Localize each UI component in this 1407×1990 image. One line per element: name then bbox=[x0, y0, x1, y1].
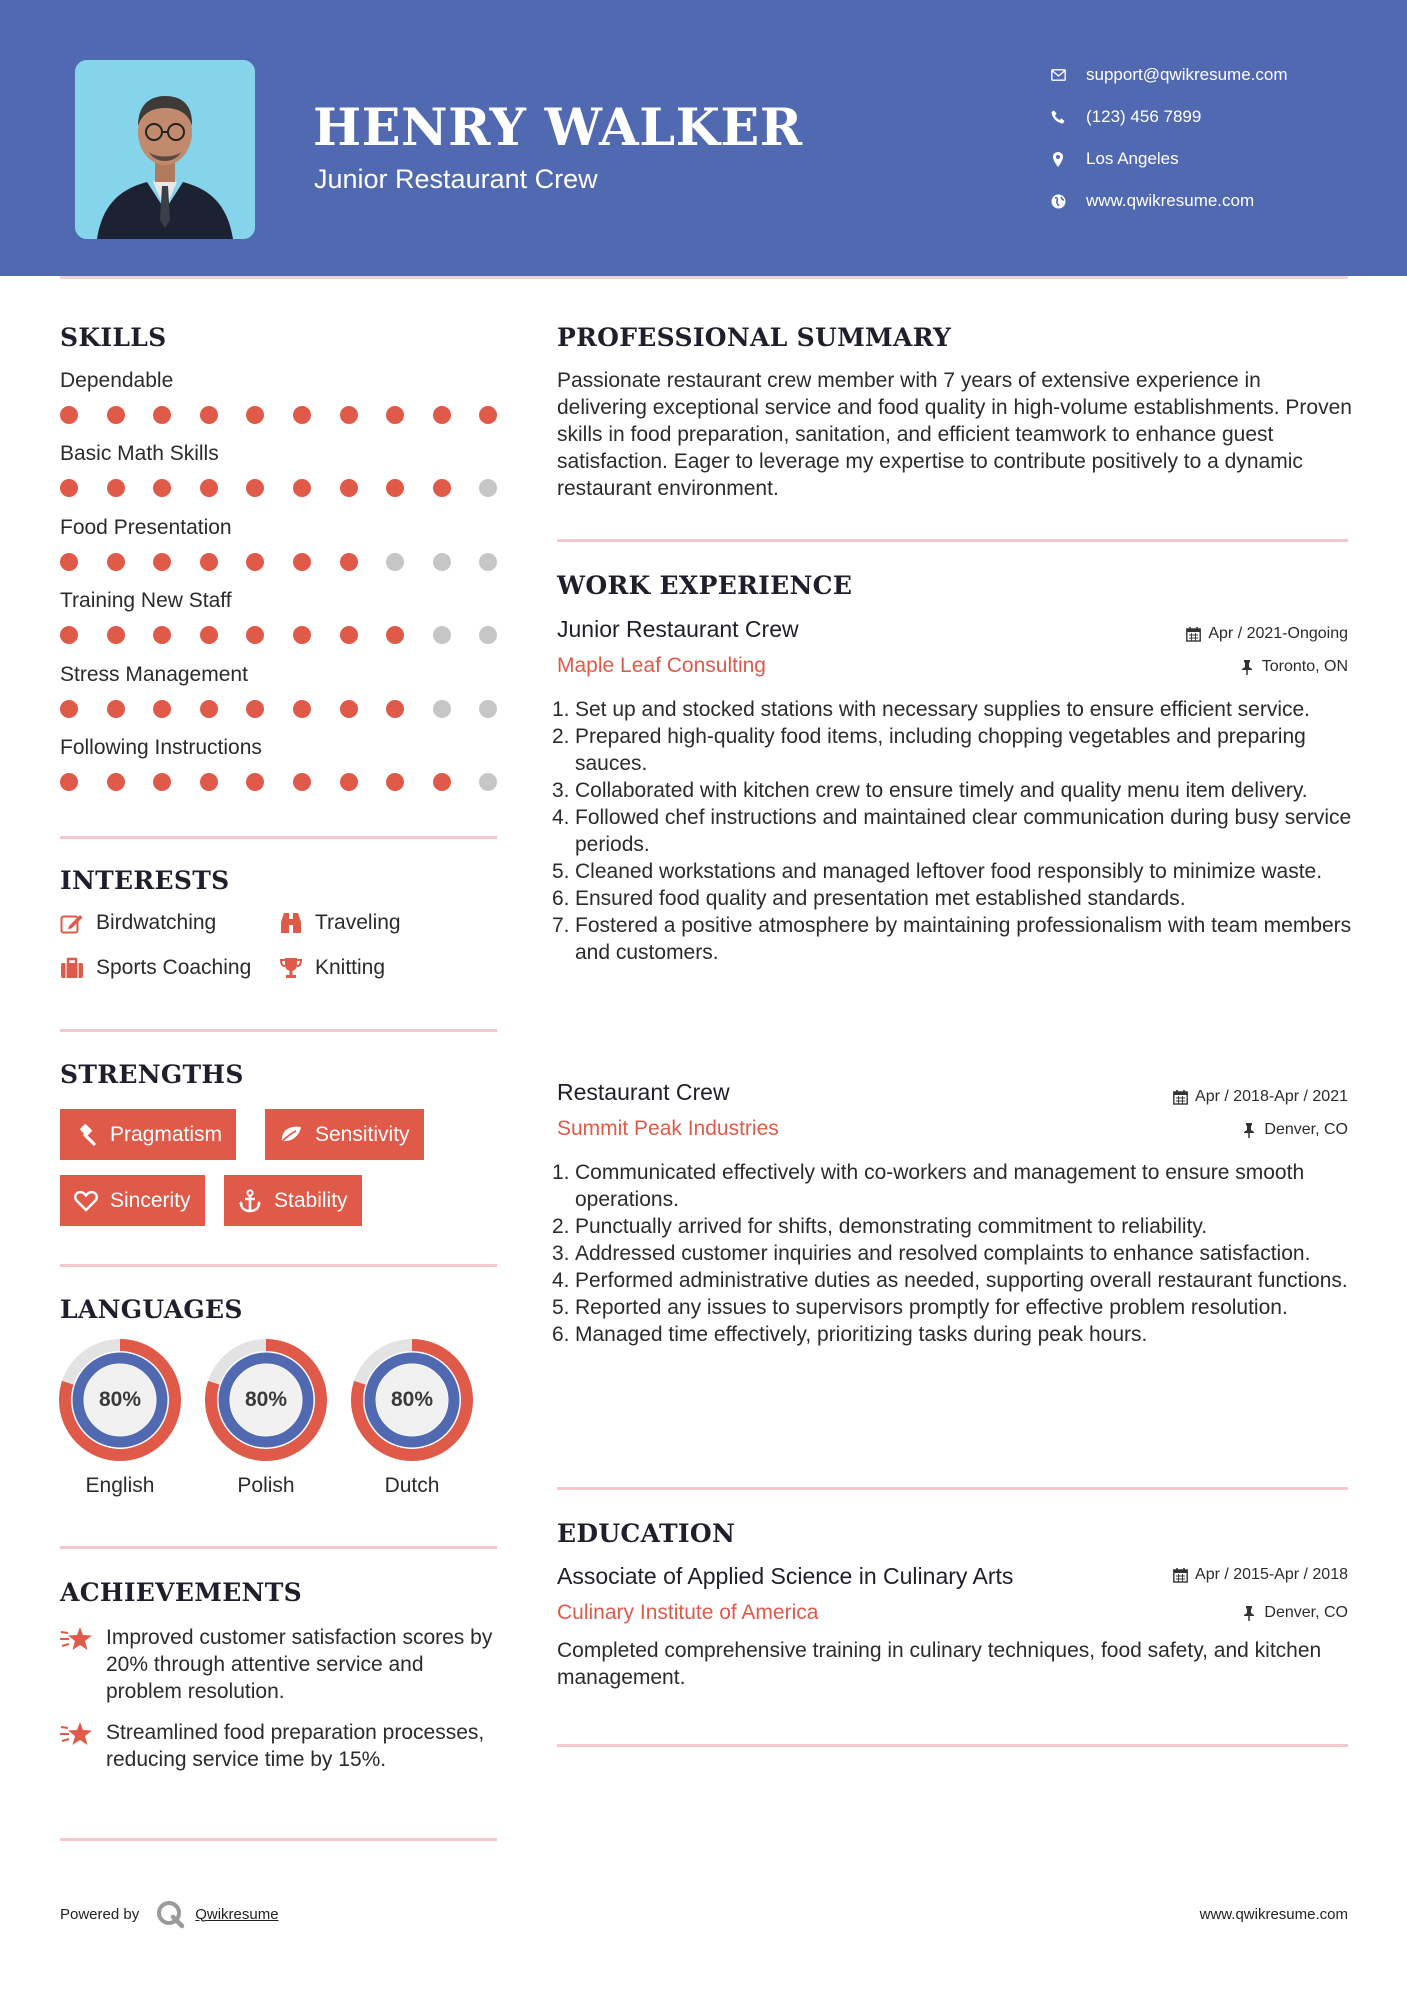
rating-dot-filled bbox=[340, 700, 358, 718]
rating-dot-filled bbox=[293, 626, 311, 644]
rating-dot-filled bbox=[340, 553, 358, 571]
rating-dot-filled bbox=[200, 406, 218, 424]
strength-tag bbox=[265, 1109, 424, 1160]
rating-dot-filled bbox=[60, 626, 78, 644]
skill-rating bbox=[60, 553, 526, 571]
job-bullet bbox=[552, 696, 1352, 723]
bullet-number: 2. bbox=[552, 1215, 570, 1238]
bullet-text: Followed chef instructions and maintained clear communication during busy service periods. bbox=[575, 806, 1352, 856]
pin-icon bbox=[1239, 659, 1255, 675]
rating-dot-filled bbox=[153, 406, 171, 424]
interest-label: Sports Coaching bbox=[96, 956, 252, 979]
contact-email-text: support@qwikresume.com bbox=[1086, 65, 1288, 84]
bullet-number: 7. bbox=[552, 914, 570, 937]
rating-dot-filled bbox=[433, 479, 451, 497]
rating-dot-filled bbox=[246, 553, 264, 571]
rating-dot-filled bbox=[60, 773, 78, 791]
skills-heading: SKILLS bbox=[60, 323, 167, 352]
rating-dot-filled bbox=[293, 553, 311, 571]
phone-icon bbox=[1050, 109, 1066, 125]
strength-label: Pragmatism bbox=[110, 1122, 223, 1146]
bullet-number: 6. bbox=[552, 887, 570, 910]
rating-dot-filled bbox=[246, 626, 264, 644]
rating-dot-empty bbox=[433, 553, 451, 571]
rating-dot-filled bbox=[340, 479, 358, 497]
briefcase-icon bbox=[60, 956, 84, 980]
rating-dot-filled bbox=[107, 553, 125, 571]
rating-dot-filled bbox=[107, 773, 125, 791]
language-ring bbox=[205, 1339, 327, 1461]
job-bullet bbox=[552, 1294, 1352, 1321]
contact-phone-text: (123) 456 7899 bbox=[1086, 107, 1202, 126]
rating-dot-filled bbox=[293, 479, 311, 497]
rating-dot-filled bbox=[200, 553, 218, 571]
skill-rating bbox=[60, 773, 526, 791]
calendar-icon bbox=[1172, 1089, 1188, 1105]
rating-dot-empty bbox=[433, 626, 451, 644]
bullet-number: 6. bbox=[552, 1323, 570, 1346]
bullet-number: 1. bbox=[552, 698, 570, 721]
rating-dot-filled bbox=[340, 626, 358, 644]
envelope-icon bbox=[1050, 67, 1066, 83]
strength-tag bbox=[60, 1175, 205, 1226]
bullet-text: Communicated effectively with co-workers and management to ensure smooth operations. bbox=[575, 1161, 1305, 1211]
candidate-title: Junior Restaurant Crew bbox=[314, 164, 598, 194]
section-divider bbox=[557, 1487, 1348, 1490]
interest-item bbox=[279, 956, 385, 980]
rating-dot-filled bbox=[386, 773, 404, 791]
bullet-number: 3. bbox=[552, 779, 570, 802]
job-location bbox=[1241, 1121, 1348, 1139]
job-bullet bbox=[552, 858, 1352, 885]
school-name: Culinary Institute of America bbox=[557, 1601, 819, 1624]
job-location bbox=[1239, 658, 1348, 676]
pin-icon bbox=[1241, 1605, 1257, 1621]
powered-by-text: Powered by bbox=[60, 1905, 140, 1923]
education-location bbox=[1241, 1604, 1348, 1622]
rating-dot-filled bbox=[386, 406, 404, 424]
contact-phone[interactable] bbox=[1050, 96, 1288, 138]
interests-heading: INTERESTS bbox=[60, 866, 230, 895]
rating-dot-empty bbox=[479, 553, 497, 571]
candidate-name: HENRY WALKER bbox=[313, 98, 803, 158]
bullet-text: Managed time effectively, prioritizing tasks during peak hours. bbox=[575, 1323, 1148, 1346]
job-bullet bbox=[552, 723, 1352, 777]
section-divider bbox=[60, 836, 497, 839]
contact-email[interactable] bbox=[1050, 54, 1288, 96]
rating-dot-filled bbox=[153, 626, 171, 644]
job-title: Restaurant Crew bbox=[557, 1079, 730, 1105]
section-divider bbox=[60, 1546, 497, 1549]
achievement-item bbox=[60, 1624, 500, 1705]
section-divider bbox=[557, 539, 1348, 542]
education-location-text: Denver, CO bbox=[1264, 1604, 1348, 1621]
resume-header bbox=[0, 0, 1407, 276]
interest-item bbox=[279, 911, 401, 935]
rating-dot-filled bbox=[386, 700, 404, 718]
education-dates bbox=[1172, 1566, 1348, 1584]
summary-text: Passionate restaurant crew member with 7 years of extensive experience in delivering exceptional service and food quality in high-volume establishments. Proven skills in food preparation, sanitation, and efficient teamwork to enhance guest satisfaction. Eager to leverage my expertise to contribute positively to a dynamic restaurant environment. bbox=[557, 369, 1352, 500]
section-divider bbox=[60, 1838, 497, 1841]
section-divider bbox=[60, 1264, 497, 1267]
rating-dot-filled bbox=[60, 553, 78, 571]
language-name: English bbox=[85, 1474, 155, 1497]
company-name: Summit Peak Industries bbox=[557, 1117, 779, 1140]
strength-tag bbox=[60, 1109, 236, 1160]
job-dates-text: Apr / 2021-Ongoing bbox=[1208, 625, 1348, 642]
rating-dot-filled bbox=[107, 700, 125, 718]
skill-name: Following Instructions bbox=[60, 736, 262, 759]
degree-title: Associate of Applied Science in Culinary Arts bbox=[557, 1563, 1014, 1589]
footer-powered-by bbox=[60, 1899, 279, 1929]
education-description: Completed comprehensive training in culinary techniques, food safety, and kitchen management. bbox=[557, 1639, 1322, 1689]
rating-dot-empty bbox=[479, 773, 497, 791]
anchor-icon bbox=[238, 1189, 262, 1213]
achievement-text: Streamlined food preparation processes, reducing service time by 15%. bbox=[106, 1721, 485, 1771]
education-heading: EDUCATION bbox=[557, 1519, 736, 1548]
bullet-text: Reported any issues to supervisors promptly for effective problem resolution. bbox=[575, 1296, 1288, 1319]
bullet-text: Set up and stocked stations with necessary supplies to ensure efficient service. bbox=[575, 698, 1311, 721]
rating-dot-filled bbox=[433, 773, 451, 791]
star-burst-icon bbox=[60, 1719, 94, 1749]
binoculars-icon bbox=[279, 911, 303, 935]
contact-website-text: www.qwikresume.com bbox=[1086, 191, 1255, 210]
rating-dot-empty bbox=[479, 700, 497, 718]
rating-dot-empty bbox=[386, 553, 404, 571]
strength-label: Stability bbox=[274, 1188, 348, 1212]
rating-dot-filled bbox=[246, 406, 264, 424]
qwikresume-logo-icon bbox=[155, 1899, 185, 1929]
rating-dot-filled bbox=[200, 626, 218, 644]
rating-dot-filled bbox=[246, 700, 264, 718]
contact-location bbox=[1050, 138, 1288, 180]
job-bullet bbox=[552, 885, 1352, 912]
interest-label: Birdwatching bbox=[96, 911, 217, 934]
rating-dot-filled bbox=[246, 479, 264, 497]
language-percent: 80% bbox=[390, 1388, 434, 1411]
job-bullets bbox=[552, 1159, 1352, 1348]
interest-label: Knitting bbox=[315, 956, 386, 979]
rating-dot-filled bbox=[107, 479, 125, 497]
rating-dot-filled bbox=[246, 773, 264, 791]
job-bullets bbox=[552, 696, 1352, 966]
trophy-icon bbox=[279, 956, 303, 980]
job-bullet bbox=[552, 1321, 1352, 1348]
rating-dot-filled bbox=[200, 479, 218, 497]
rating-dot-filled bbox=[479, 406, 497, 424]
calendar-icon bbox=[1185, 626, 1201, 642]
skill-rating bbox=[60, 700, 526, 718]
bullet-number: 3. bbox=[552, 1242, 570, 1265]
heart-icon bbox=[74, 1189, 98, 1213]
strengths-heading: STRENGTHS bbox=[60, 1060, 244, 1089]
rating-dot-filled bbox=[153, 553, 171, 571]
language-ring bbox=[59, 1339, 181, 1461]
bullet-text: Fostered a positive atmosphere by maintaining professionalism with team members and customers. bbox=[575, 914, 1352, 964]
interest-item bbox=[60, 956, 251, 980]
language-percent: 80% bbox=[244, 1388, 288, 1411]
contact-website[interactable] bbox=[1050, 180, 1288, 222]
languages-heading: LANGUAGES bbox=[60, 1295, 243, 1324]
section-divider bbox=[557, 1744, 1348, 1747]
rating-dot-filled bbox=[386, 626, 404, 644]
job-location-text: Toronto, ON bbox=[1261, 658, 1348, 675]
rating-dot-filled bbox=[293, 700, 311, 718]
job-bullet bbox=[552, 912, 1352, 966]
rating-dot-filled bbox=[340, 773, 358, 791]
header-divider bbox=[60, 276, 1348, 279]
rating-dot-filled bbox=[200, 700, 218, 718]
rating-dot-filled bbox=[60, 406, 78, 424]
summary-heading: PROFESSIONAL SUMMARY bbox=[557, 323, 952, 352]
skill-rating bbox=[60, 626, 526, 644]
rating-dot-filled bbox=[293, 406, 311, 424]
skill-name: Basic Math Skills bbox=[60, 442, 219, 466]
globe-icon bbox=[1050, 193, 1066, 209]
rating-dot-filled bbox=[153, 700, 171, 718]
job-location-text: Denver, CO bbox=[1264, 1121, 1348, 1138]
job-title: Junior Restaurant Crew bbox=[557, 616, 799, 642]
calendar-icon bbox=[1172, 1567, 1188, 1583]
contact-location-text: Los Angeles bbox=[1086, 149, 1179, 168]
achievement-item bbox=[60, 1719, 500, 1773]
rating-dot-filled bbox=[433, 406, 451, 424]
section-divider bbox=[60, 1029, 497, 1032]
gavel-icon bbox=[74, 1123, 98, 1147]
bullet-number: 1. bbox=[552, 1161, 570, 1184]
skill-rating bbox=[60, 406, 526, 424]
language-ring bbox=[351, 1339, 473, 1461]
achievements-heading: ACHIEVEMENTS bbox=[60, 1578, 302, 1607]
strength-tag bbox=[224, 1175, 362, 1226]
skill-name: Stress Management bbox=[60, 662, 248, 686]
leaf-icon bbox=[279, 1123, 303, 1147]
bullet-number: 5. bbox=[552, 1296, 570, 1319]
interest-item bbox=[60, 911, 216, 935]
rating-dot-empty bbox=[479, 479, 497, 497]
skill-name: Training New Staff bbox=[60, 589, 232, 613]
job-dates bbox=[1172, 1088, 1348, 1106]
rating-dot-filled bbox=[340, 406, 358, 424]
rating-dot-filled bbox=[293, 773, 311, 791]
strength-label: Sensitivity bbox=[315, 1122, 410, 1146]
job-dates bbox=[1185, 625, 1348, 643]
rating-dot-filled bbox=[60, 700, 78, 718]
bullet-number: 5. bbox=[552, 860, 570, 883]
language-name: Polish bbox=[237, 1474, 295, 1497]
footer-url[interactable]: www.qwikresume.com bbox=[1199, 1906, 1348, 1923]
job-bullet bbox=[552, 1240, 1352, 1267]
education-dates-text: Apr / 2015-Apr / 2018 bbox=[1195, 1566, 1348, 1583]
pencil-square-icon bbox=[60, 911, 84, 935]
bullet-text: Prepared high-quality food items, including chopping vegetables and preparing sauces. bbox=[575, 725, 1306, 775]
rating-dot-filled bbox=[153, 479, 171, 497]
experience-heading: WORK EXPERIENCE bbox=[557, 571, 853, 600]
rating-dot-filled bbox=[200, 773, 218, 791]
bullet-text: Addressed customer inquiries and resolved complaints to enhance satisfaction. bbox=[575, 1242, 1311, 1265]
language-percent: 80% bbox=[98, 1388, 142, 1411]
job-bullet bbox=[552, 1159, 1352, 1213]
contact-list bbox=[1050, 54, 1288, 222]
achievement-text: Improved customer satisfaction scores by 20% through attentive service and problem resolution. bbox=[106, 1626, 493, 1703]
rating-dot-filled bbox=[107, 406, 125, 424]
bullet-text: Punctually arrived for shifts, demonstrating commitment to reliability. bbox=[575, 1215, 1208, 1238]
skill-name: Food Presentation bbox=[60, 515, 232, 539]
bullet-text: Performed administrative duties as needed, supporting overall restaurant functions. bbox=[575, 1269, 1348, 1292]
rating-dot-filled bbox=[60, 479, 78, 497]
language-name: Dutch bbox=[384, 1474, 440, 1497]
star-burst-icon bbox=[60, 1624, 94, 1654]
skill-rating bbox=[60, 479, 526, 497]
company-name: Maple Leaf Consulting bbox=[557, 654, 766, 677]
bullet-number: 4. bbox=[552, 806, 570, 829]
skill-name: Dependable bbox=[60, 369, 174, 392]
rating-dot-empty bbox=[433, 700, 451, 718]
rating-dot-empty bbox=[479, 626, 497, 644]
job-bullet bbox=[552, 1213, 1352, 1240]
interest-label: Traveling bbox=[315, 911, 401, 934]
bullet-text: Cleaned workstations and managed leftover food responsibly to minimize waste. bbox=[575, 860, 1323, 883]
job-dates-text: Apr / 2018-Apr / 2021 bbox=[1195, 1088, 1348, 1105]
job-bullet bbox=[552, 1267, 1352, 1294]
strength-label: Sincerity bbox=[110, 1188, 191, 1212]
rating-dot-filled bbox=[107, 626, 125, 644]
rating-dot-filled bbox=[153, 773, 171, 791]
bullet-text: Ensured food quality and presentation met established standards. bbox=[575, 887, 1186, 910]
bullet-text: Collaborated with kitchen crew to ensure timely and quality menu item delivery. bbox=[575, 779, 1308, 802]
bullet-number: 4. bbox=[552, 1269, 570, 1292]
pin-icon bbox=[1241, 1122, 1257, 1138]
job-bullet bbox=[552, 804, 1352, 858]
bullet-number: 2. bbox=[552, 725, 570, 748]
profile-photo bbox=[75, 60, 255, 239]
job-bullet bbox=[552, 777, 1352, 804]
map-marker-icon bbox=[1050, 151, 1066, 167]
qwikresume-link[interactable]: Qwikresume bbox=[195, 1905, 279, 1923]
rating-dot-filled bbox=[386, 479, 404, 497]
